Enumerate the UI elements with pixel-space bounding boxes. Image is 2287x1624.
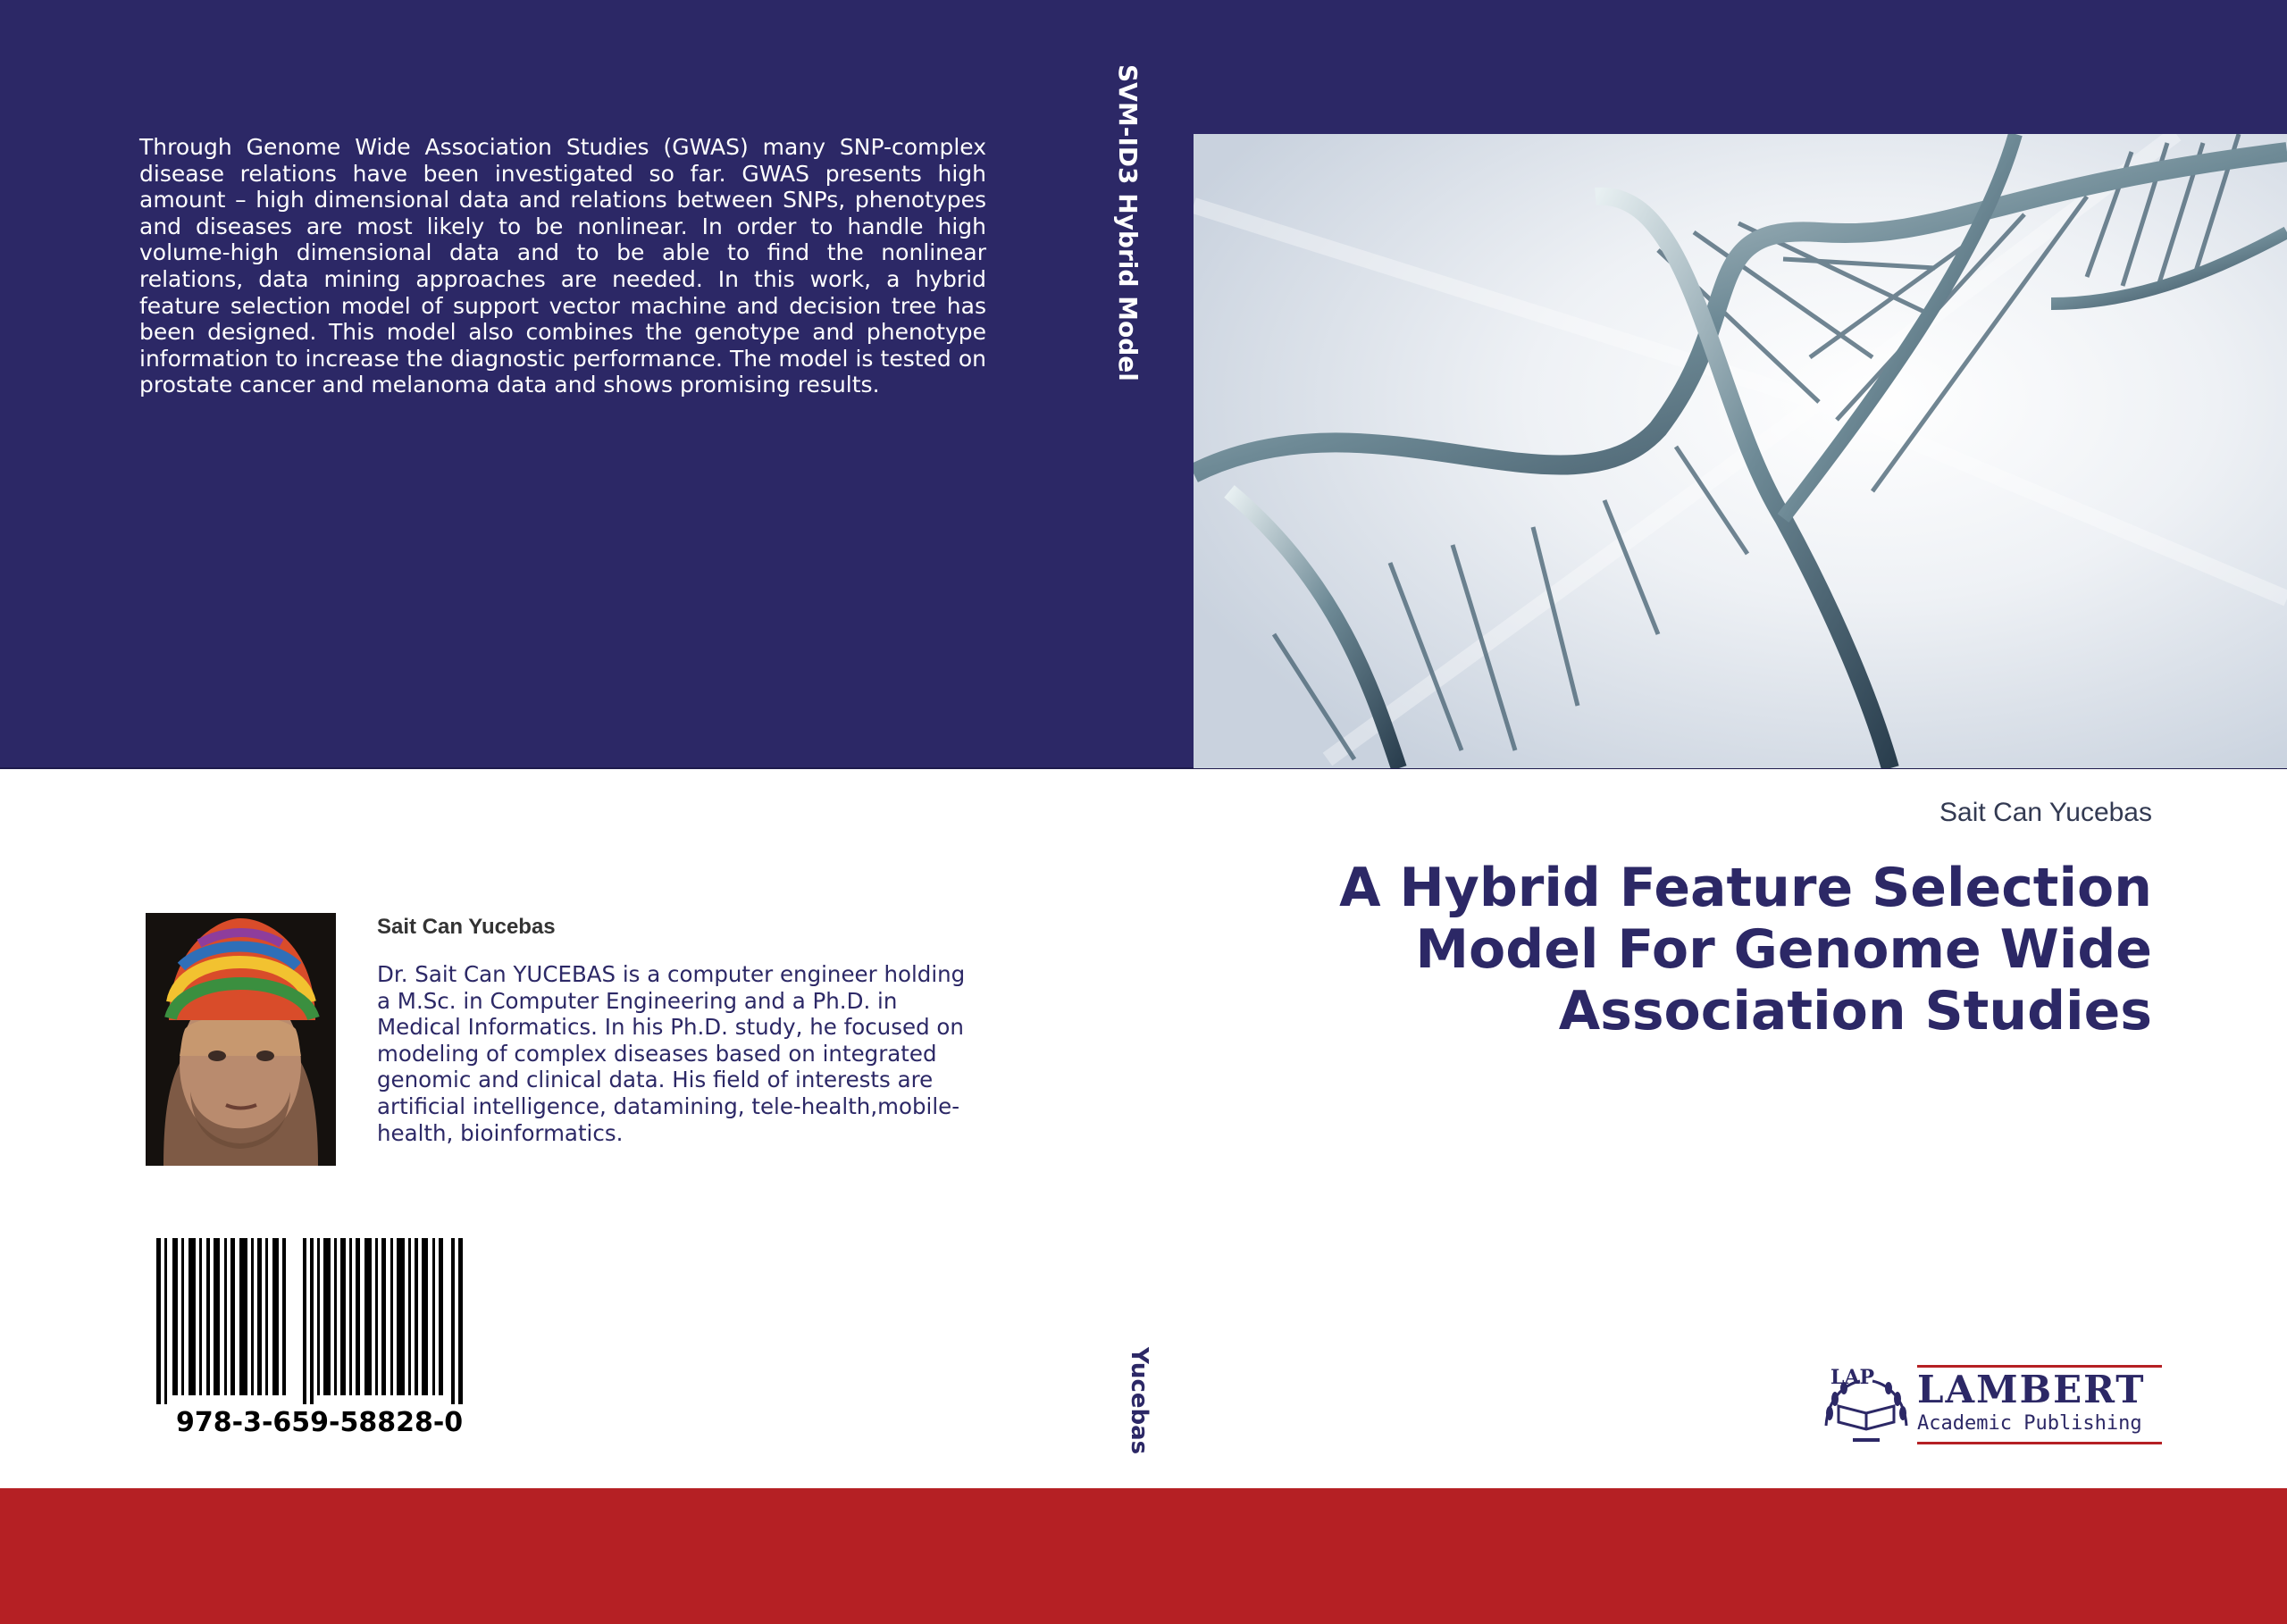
isbn-number: 978-3-659-58828-0 — [176, 1407, 464, 1438]
book-title: A Hybrid Feature Selection Model For Genome Wide Association Studies — [1339, 857, 2152, 1042]
back-cover-blurb: Through Genome Wide Association Studies (GWAS) many SNP-complex disease relations have been investigated so far. GWAS presents high amount – high dimensional data and relations between SNPs, phenotypes and diseases are most likely to be nonlinear. In order to handle high volume-high dimensional data and to be able to find the nonlinear relations, data mining approaches are needed. In this work, a hybrid feature selection model of support vector machine and decision tree has been designed. This model also combines the genotype and phenotype information to increase the diagnostic performance. The model is tested on prostate cancer and melanoma data and shows promising results. — [139, 134, 986, 398]
author-bio: Dr. Sait Can YUCEBAS is a computer engineer holding a M.Sc. in Computer Engineering and a Ph.D. in Medical Informatics. In his Ph.D. study, he focused on modeling of complex diseases based on integrated genomic and clinical data. His field of interests are artificial intelligence, datamining, tele-health,mobile-health, bioinformatics. — [377, 961, 966, 1146]
front-cover-author: Sait Can Yucebas — [1939, 798, 2152, 827]
publisher-subtitle: Academic Publishing — [1917, 1412, 2142, 1435]
dna-helix-illustration — [1194, 134, 2287, 768]
barcode-icon — [156, 1238, 464, 1404]
publisher-mark: LAP — [1830, 1366, 1875, 1389]
bottom-red-band — [0, 1488, 2287, 1624]
back-cover-author-name: Sait Can Yucebas — [377, 915, 556, 939]
spine-title: SVM-ID3 Hybrid Model — [1113, 64, 1143, 381]
author-photo — [146, 913, 336, 1166]
publisher-name: LAMBERT — [1917, 1368, 2146, 1411]
spine-author: Yucebas — [1126, 1347, 1152, 1455]
